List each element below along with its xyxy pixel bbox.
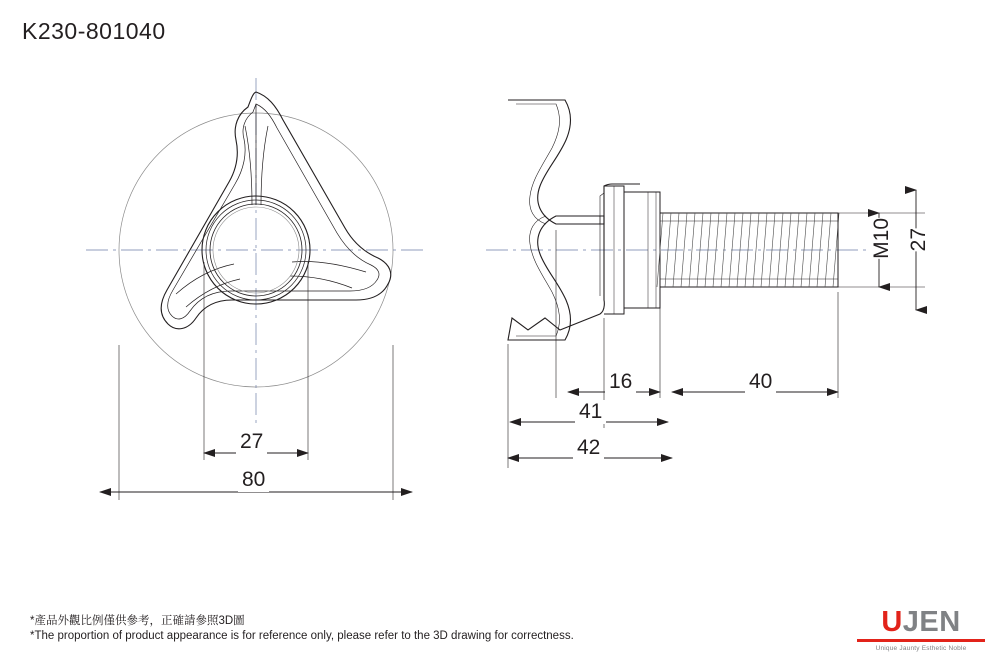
page-title: K230-801040 (22, 18, 166, 44)
logo-wordmark (857, 608, 985, 637)
side-view-knob-with-threaded-stud (486, 100, 925, 468)
dimension-front-inner: 27 (236, 430, 267, 454)
logo-letters-jen: JEN (902, 606, 961, 638)
dimension-side-hub: 16 (605, 370, 636, 394)
logo-letter-u: U (881, 606, 903, 638)
dimension-thread-length: 40 (745, 370, 776, 394)
logo-tagline: Unique Jaunty Esthetic Noble (875, 645, 967, 652)
dimension-side-body: 41 (575, 400, 606, 424)
dimension-thread-spec: M10 (866, 218, 898, 259)
note-chinese: *產品外觀比例僅供參考，正確請參照3D圖 (30, 615, 245, 627)
dimension-thread-diameter: 27 (903, 228, 935, 251)
dimension-side-total: 42 (573, 436, 604, 460)
company-logo (857, 608, 985, 652)
dimension-front-outer: 80 (238, 468, 269, 492)
logo-divider-bar (857, 639, 985, 642)
note-english: *The proportion of product appearance is for reference only, please refer to the 3D drawing for correctness. (30, 630, 574, 642)
